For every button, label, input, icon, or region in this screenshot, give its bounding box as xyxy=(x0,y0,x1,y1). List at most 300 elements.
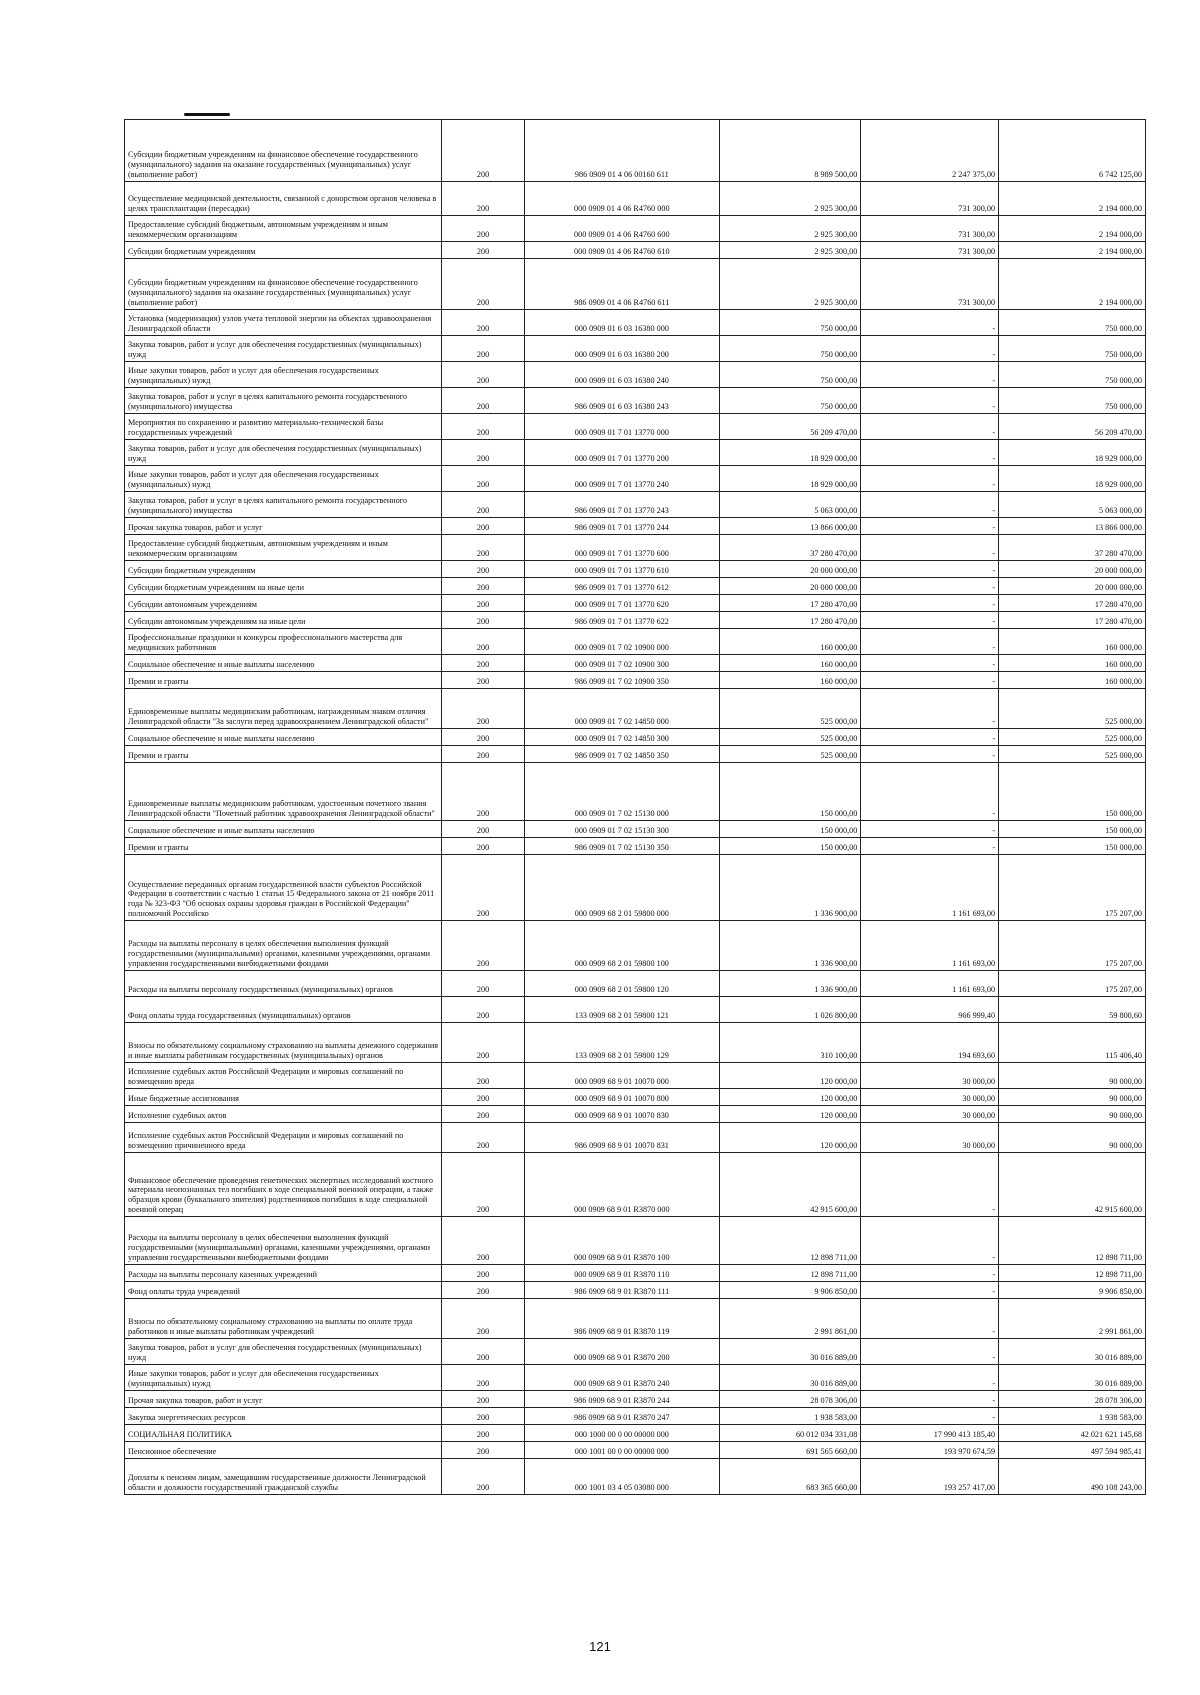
row-name: Закупка товаров, работ и услуг для обеспечения государственных (муниципальных) нужд xyxy=(125,440,442,466)
row-line-code: 200 xyxy=(442,388,525,414)
row-line-code: 200 xyxy=(442,729,525,746)
row-budget-code: 000 0909 01 7 02 10900 300 xyxy=(525,655,719,672)
row-name: Взносы по обязательному социальному страхованию на выплаты по оплате труда работников и иные выплаты работникам учреждений xyxy=(125,1299,442,1339)
table-row xyxy=(125,388,1146,414)
row-remaining-amount: 150 000,00 xyxy=(999,763,1146,821)
row-approved-amount: 1 336 900,00 xyxy=(719,971,861,997)
scan-mark xyxy=(184,113,230,116)
row-name: Прочая закупка товаров, работ и услуг xyxy=(125,1391,442,1408)
row-line-code: 200 xyxy=(442,120,525,182)
row-executed-amount: - xyxy=(861,561,999,578)
row-approved-amount: 20 000 000,00 xyxy=(719,578,861,595)
row-remaining-amount: 17 280 470,00 xyxy=(999,595,1146,612)
row-approved-amount: 160 000,00 xyxy=(719,629,861,655)
row-name: Субсидии бюджетным учреждениям на иные цели xyxy=(125,578,442,595)
row-approved-amount: 8 989 500,00 xyxy=(719,120,861,182)
row-line-code: 200 xyxy=(442,535,525,561)
row-executed-amount: - xyxy=(861,414,999,440)
table-row xyxy=(125,655,1146,672)
row-approved-amount: 18 929 000,00 xyxy=(719,466,861,492)
table-row xyxy=(125,182,1146,216)
row-line-code: 200 xyxy=(442,1023,525,1063)
row-executed-amount: 1 161 693,00 xyxy=(861,971,999,997)
row-executed-amount: - xyxy=(861,1265,999,1282)
row-budget-code: 986 0909 01 7 02 10900 350 xyxy=(525,672,719,689)
row-approved-amount: 150 000,00 xyxy=(719,821,861,838)
row-executed-amount: 30 000,00 xyxy=(861,1063,999,1089)
row-budget-code: 986 0909 68 9 01 R3870 119 xyxy=(525,1299,719,1339)
row-executed-amount: 30 000,00 xyxy=(861,1106,999,1123)
row-executed-amount: - xyxy=(861,629,999,655)
row-approved-amount: 1 336 900,00 xyxy=(719,855,861,921)
row-approved-amount: 750 000,00 xyxy=(719,388,861,414)
row-budget-code: 000 0909 01 6 03 16380 240 xyxy=(525,362,719,388)
row-budget-code: 000 0909 68 9 01 R3870 240 xyxy=(525,1365,719,1391)
row-approved-amount: 525 000,00 xyxy=(719,746,861,763)
row-executed-amount: 1 161 693,00 xyxy=(861,855,999,921)
table-row xyxy=(125,1425,1146,1442)
row-approved-amount: 1 026 800,00 xyxy=(719,997,861,1023)
row-name: Предоставление субсидий бюджетным, автономным учреждениям и иным некоммерческим организациям xyxy=(125,535,442,561)
table-row xyxy=(125,1391,1146,1408)
row-line-code: 200 xyxy=(442,1123,525,1153)
row-name: Фонд оплаты труда государственных (муниципальных) органов xyxy=(125,997,442,1023)
row-name: Социальное обеспечение и иные выплаты населению xyxy=(125,821,442,838)
row-budget-code: 000 1000 00 0 00 00000 000 xyxy=(525,1425,719,1442)
row-name: Иные закупки товаров, работ и услуг для обеспечения государственных (муниципальных) нужд xyxy=(125,362,442,388)
row-line-code: 200 xyxy=(442,1339,525,1365)
table-row xyxy=(125,746,1146,763)
row-executed-amount: - xyxy=(861,388,999,414)
budget-table-body xyxy=(125,120,1146,1495)
row-executed-amount: - xyxy=(861,1282,999,1299)
table-row xyxy=(125,216,1146,242)
row-budget-code: 000 0909 01 7 02 14850 000 xyxy=(525,689,719,729)
row-line-code: 200 xyxy=(442,629,525,655)
table-row xyxy=(125,578,1146,595)
row-executed-amount: - xyxy=(861,310,999,336)
row-name: Субсидии бюджетным учреждениям на финансовое обеспечение государственного (муниципального) задания на оказание государственных (муниципальных) услуг (выполнение работ) xyxy=(125,259,442,310)
row-budget-code: 986 0909 01 7 01 13770 244 xyxy=(525,518,719,535)
table-row xyxy=(125,997,1146,1023)
row-name: Закупка энергетических ресурсов xyxy=(125,1408,442,1425)
row-remaining-amount: 525 000,00 xyxy=(999,746,1146,763)
row-approved-amount: 1 336 900,00 xyxy=(719,921,861,971)
row-approved-amount: 1 938 583,00 xyxy=(719,1408,861,1425)
row-budget-code: 000 0909 68 9 01 R3870 000 xyxy=(525,1153,719,1217)
row-remaining-amount: 525 000,00 xyxy=(999,689,1146,729)
row-name: Расходы на выплаты персоналу государственных (муниципальных) органов xyxy=(125,971,442,997)
row-name: Фонд оплаты труда учреждений xyxy=(125,1282,442,1299)
row-executed-amount: - xyxy=(861,1391,999,1408)
row-budget-code: 000 0909 68 9 01 R3870 100 xyxy=(525,1217,719,1265)
row-executed-amount: - xyxy=(861,440,999,466)
row-approved-amount: 691 565 660,00 xyxy=(719,1442,861,1459)
row-executed-amount: - xyxy=(861,689,999,729)
row-approved-amount: 150 000,00 xyxy=(719,838,861,855)
row-name: Доплаты к пенсиям лицам, замещавшим государственные должности Ленинградской области и должности государственной гражданской службы xyxy=(125,1459,442,1495)
row-approved-amount: 525 000,00 xyxy=(719,689,861,729)
row-executed-amount: - xyxy=(861,362,999,388)
row-approved-amount: 2 991 861,00 xyxy=(719,1299,861,1339)
row-budget-code: 000 0909 68 9 01 10070 000 xyxy=(525,1063,719,1089)
row-remaining-amount: 2 194 000,00 xyxy=(999,216,1146,242)
row-remaining-amount: 6 742 125,00 xyxy=(999,120,1146,182)
row-line-code: 200 xyxy=(442,216,525,242)
row-executed-amount: - xyxy=(861,518,999,535)
row-approved-amount: 60 012 034 331,08 xyxy=(719,1425,861,1442)
row-approved-amount: 120 000,00 xyxy=(719,1123,861,1153)
row-remaining-amount: 160 000,00 xyxy=(999,672,1146,689)
row-remaining-amount: 42 021 621 145,68 xyxy=(999,1425,1146,1442)
row-budget-code: 000 0909 01 4 06 R4760 600 xyxy=(525,216,719,242)
table-row xyxy=(125,821,1146,838)
row-approved-amount: 56 209 470,00 xyxy=(719,414,861,440)
row-executed-amount: 17 990 413 185,40 xyxy=(861,1425,999,1442)
row-budget-code: 000 0909 01 7 01 13770 000 xyxy=(525,414,719,440)
row-line-code: 200 xyxy=(442,440,525,466)
row-remaining-amount: 175 207,00 xyxy=(999,971,1146,997)
table-row xyxy=(125,1063,1146,1089)
row-budget-code: 000 1001 00 0 00 00000 000 xyxy=(525,1442,719,1459)
row-executed-amount: - xyxy=(861,492,999,518)
row-budget-code: 986 0909 68 9 01 R3870 244 xyxy=(525,1391,719,1408)
row-approved-amount: 160 000,00 xyxy=(719,655,861,672)
row-line-code: 200 xyxy=(442,612,525,629)
row-budget-code: 986 0909 01 4 06 00160 611 xyxy=(525,120,719,182)
row-remaining-amount: 30 016 889,00 xyxy=(999,1339,1146,1365)
table-row xyxy=(125,1365,1146,1391)
row-line-code: 200 xyxy=(442,838,525,855)
row-name: Иные закупки товаров, работ и услуг для обеспечения государственных (муниципальных) нужд xyxy=(125,1365,442,1391)
row-budget-code: 000 0909 01 7 01 13770 240 xyxy=(525,466,719,492)
row-line-code: 200 xyxy=(442,921,525,971)
table-row xyxy=(125,561,1146,578)
row-approved-amount: 120 000,00 xyxy=(719,1106,861,1123)
table-row xyxy=(125,1339,1146,1365)
row-remaining-amount: 2 194 000,00 xyxy=(999,242,1146,259)
row-name: Иные закупки товаров, работ и услуг для обеспечения государственных (муниципальных) нужд xyxy=(125,466,442,492)
row-approved-amount: 2 925 300,00 xyxy=(719,182,861,216)
table-row xyxy=(125,414,1146,440)
table-row xyxy=(125,763,1146,821)
table-row xyxy=(125,629,1146,655)
row-line-code: 200 xyxy=(442,466,525,492)
row-line-code: 200 xyxy=(442,763,525,821)
row-name: СОЦИАЛЬНАЯ ПОЛИТИКА xyxy=(125,1425,442,1442)
row-name: Расходы на выплаты персоналу в целях обеспечения выполнения функций государственными (муниципальными) органами, казенными учреждениями, органами управления государственными внебюджетными фондами xyxy=(125,921,442,971)
row-budget-code: 000 0909 68 2 01 59800 100 xyxy=(525,921,719,971)
row-budget-code: 986 0909 01 7 02 14850 350 xyxy=(525,746,719,763)
row-approved-amount: 310 100,00 xyxy=(719,1023,861,1063)
row-budget-code: 000 0909 01 7 01 13770 600 xyxy=(525,535,719,561)
row-approved-amount: 28 078 306,00 xyxy=(719,1391,861,1408)
row-name: Закупка товаров, работ и услуг для обеспечения государственных (муниципальных) нужд xyxy=(125,1339,442,1365)
row-line-code: 200 xyxy=(442,1153,525,1217)
row-name: Премии и гранты xyxy=(125,746,442,763)
table-row xyxy=(125,921,1146,971)
row-budget-code: 000 0909 01 7 01 13770 200 xyxy=(525,440,719,466)
row-remaining-amount: 17 280 470,00 xyxy=(999,612,1146,629)
row-budget-code: 000 0909 01 7 02 10900 000 xyxy=(525,629,719,655)
row-budget-code: 000 0909 01 7 01 13770 610 xyxy=(525,561,719,578)
row-line-code: 200 xyxy=(442,997,525,1023)
row-approved-amount: 750 000,00 xyxy=(719,362,861,388)
row-approved-amount: 525 000,00 xyxy=(719,729,861,746)
table-row xyxy=(125,855,1146,921)
row-line-code: 200 xyxy=(442,336,525,362)
row-budget-code: 000 0909 01 7 02 15130 300 xyxy=(525,821,719,838)
row-approved-amount: 37 280 470,00 xyxy=(719,535,861,561)
table-row xyxy=(125,1282,1146,1299)
row-line-code: 200 xyxy=(442,746,525,763)
row-remaining-amount: 2 194 000,00 xyxy=(999,182,1146,216)
row-line-code: 200 xyxy=(442,1299,525,1339)
table-row xyxy=(125,1153,1146,1217)
row-name: Субсидии автономным учреждениям на иные цели xyxy=(125,612,442,629)
row-remaining-amount: 2 991 861,00 xyxy=(999,1299,1146,1339)
table-row xyxy=(125,1408,1146,1425)
page-number: 121 xyxy=(589,1639,611,1654)
row-executed-amount: - xyxy=(861,595,999,612)
row-name: Взносы по обязательному социальному страхованию на выплаты денежного содержания и иные выплаты работникам государственных (муниципальных) органов xyxy=(125,1023,442,1063)
row-budget-code: 000 0909 01 7 02 15130 000 xyxy=(525,763,719,821)
row-budget-code: 000 0909 01 4 06 R4760 610 xyxy=(525,242,719,259)
row-budget-code: 000 0909 68 9 01 10070 800 xyxy=(525,1089,719,1106)
row-line-code: 200 xyxy=(442,821,525,838)
row-remaining-amount: 2 194 000,00 xyxy=(999,259,1146,310)
table-row xyxy=(125,971,1146,997)
table-row xyxy=(125,729,1146,746)
table-row xyxy=(125,689,1146,729)
row-name: Осуществление переданных органам государственной власти субъектов Российской Федерации в соответствии с частью 1 статьи 15 Федерального закона от 21 ноября 2011 года № 323-ФЗ "Об основах охраны здоровья граждан в Российской Федерации" полномочий Российско xyxy=(125,855,442,921)
row-budget-code: 986 0909 01 7 02 15130 350 xyxy=(525,838,719,855)
row-approved-amount: 5 063 000,00 xyxy=(719,492,861,518)
row-approved-amount: 750 000,00 xyxy=(719,310,861,336)
row-name: Исполнение судебных актов xyxy=(125,1106,442,1123)
row-remaining-amount: 115 406,40 xyxy=(999,1023,1146,1063)
row-name: Премии и гранты xyxy=(125,838,442,855)
row-remaining-amount: 5 063 000,00 xyxy=(999,492,1146,518)
row-executed-amount: 1 161 693,00 xyxy=(861,921,999,971)
row-remaining-amount: 160 000,00 xyxy=(999,629,1146,655)
row-executed-amount: - xyxy=(861,1365,999,1391)
row-budget-code: 133 0909 68 2 01 59800 129 xyxy=(525,1023,719,1063)
row-executed-amount: - xyxy=(861,729,999,746)
row-line-code: 200 xyxy=(442,362,525,388)
row-remaining-amount: 30 016 889,00 xyxy=(999,1365,1146,1391)
row-remaining-amount: 1 938 583,00 xyxy=(999,1408,1146,1425)
row-name: Социальное обеспечение и иные выплаты населению xyxy=(125,729,442,746)
row-remaining-amount: 56 209 470,00 xyxy=(999,414,1146,440)
row-budget-code: 986 0909 01 7 01 13770 243 xyxy=(525,492,719,518)
row-budget-code: 986 0909 01 7 01 13770 622 xyxy=(525,612,719,629)
row-line-code: 200 xyxy=(442,855,525,921)
table-row xyxy=(125,612,1146,629)
row-name: Прочая закупка товаров, работ и услуг xyxy=(125,518,442,535)
row-line-code: 200 xyxy=(442,1425,525,1442)
row-executed-amount: - xyxy=(861,578,999,595)
row-approved-amount: 12 898 711,00 xyxy=(719,1265,861,1282)
table-row xyxy=(125,440,1146,466)
row-budget-code: 000 0909 68 2 01 59800 000 xyxy=(525,855,719,921)
row-remaining-amount: 20 000 000,00 xyxy=(999,578,1146,595)
row-remaining-amount: 9 906 850,00 xyxy=(999,1282,1146,1299)
row-name: Финансовое обеспечение проведения генетических экспертных исследований костного материала неопознанных тел погибших в ходе специальной военной операции, а также образцов крови (буккального эпителия) родственников погибших в ходе специальной военной операц xyxy=(125,1153,442,1217)
row-remaining-amount: 90 000,00 xyxy=(999,1063,1146,1089)
row-approved-amount: 2 925 300,00 xyxy=(719,216,861,242)
row-name: Исполнение судебных актов Российской Федерации и мировых соглашений по возмещению вреда xyxy=(125,1063,442,1089)
row-executed-amount: - xyxy=(861,466,999,492)
row-line-code: 200 xyxy=(442,414,525,440)
row-name: Исполнение судебных актов Российской Федерации и мировых соглашений по возмещению причиненного вреда xyxy=(125,1123,442,1153)
table-row xyxy=(125,1217,1146,1265)
row-line-code: 200 xyxy=(442,1408,525,1425)
row-executed-amount: - xyxy=(861,672,999,689)
row-line-code: 200 xyxy=(442,672,525,689)
row-approved-amount: 9 906 850,00 xyxy=(719,1282,861,1299)
row-name: Закупка товаров, работ и услуг для обеспечения государственных (муниципальных) нужд xyxy=(125,336,442,362)
row-remaining-amount: 497 594 985,41 xyxy=(999,1442,1146,1459)
row-remaining-amount: 175 207,00 xyxy=(999,855,1146,921)
table-row xyxy=(125,336,1146,362)
table-row xyxy=(125,1023,1146,1063)
row-line-code: 200 xyxy=(442,595,525,612)
table-row xyxy=(125,518,1146,535)
row-executed-amount: 193 970 674,59 xyxy=(861,1442,999,1459)
row-budget-code: 986 0909 01 4 06 R4760 611 xyxy=(525,259,719,310)
row-executed-amount: - xyxy=(861,336,999,362)
row-line-code: 200 xyxy=(442,1265,525,1282)
row-approved-amount: 2 925 300,00 xyxy=(719,259,861,310)
table-row xyxy=(125,492,1146,518)
row-remaining-amount: 37 280 470,00 xyxy=(999,535,1146,561)
row-budget-code: 986 0909 01 7 01 13770 612 xyxy=(525,578,719,595)
row-name: Предоставление субсидий бюджетным, автономным учреждениям и иным некоммерческим организациям xyxy=(125,216,442,242)
table-row xyxy=(125,1123,1146,1153)
row-budget-code: 000 1001 03 4 05 03080 000 xyxy=(525,1459,719,1495)
table-row xyxy=(125,1299,1146,1339)
row-line-code: 200 xyxy=(442,242,525,259)
row-budget-code: 000 0909 68 9 01 R3870 110 xyxy=(525,1265,719,1282)
row-budget-code: 986 0909 68 9 01 10070 831 xyxy=(525,1123,719,1153)
row-executed-amount: 30 000,00 xyxy=(861,1123,999,1153)
row-approved-amount: 42 915 600,00 xyxy=(719,1153,861,1217)
row-approved-amount: 750 000,00 xyxy=(719,336,861,362)
table-row xyxy=(125,242,1146,259)
table-row xyxy=(125,1265,1146,1282)
budget-table xyxy=(124,119,1146,1495)
row-line-code: 200 xyxy=(442,1089,525,1106)
row-executed-amount: 731 300,00 xyxy=(861,216,999,242)
row-line-code: 200 xyxy=(442,1106,525,1123)
row-line-code: 200 xyxy=(442,1391,525,1408)
table-row xyxy=(125,310,1146,336)
row-approved-amount: 160 000,00 xyxy=(719,672,861,689)
row-executed-amount: - xyxy=(861,1339,999,1365)
row-remaining-amount: 175 207,00 xyxy=(999,921,1146,971)
row-remaining-amount: 12 898 711,00 xyxy=(999,1217,1146,1265)
row-executed-amount: - xyxy=(861,763,999,821)
row-remaining-amount: 750 000,00 xyxy=(999,362,1146,388)
row-name: Пенсионное обеспечение xyxy=(125,1442,442,1459)
row-executed-amount: - xyxy=(861,612,999,629)
row-remaining-amount: 20 000 000,00 xyxy=(999,561,1146,578)
row-line-code: 200 xyxy=(442,518,525,535)
row-approved-amount: 683 365 660,00 xyxy=(719,1459,861,1495)
row-approved-amount: 13 866 000,00 xyxy=(719,518,861,535)
row-remaining-amount: 490 108 243,00 xyxy=(999,1459,1146,1495)
row-executed-amount: 731 300,00 xyxy=(861,242,999,259)
table-row xyxy=(125,595,1146,612)
row-approved-amount: 17 280 470,00 xyxy=(719,595,861,612)
table-row xyxy=(125,838,1146,855)
table-row xyxy=(125,120,1146,182)
row-name: Единовременные выплаты медицинским работникам, удостоенным почетного звания Ленинградской области "Почетный работник здравоохранения Ленинградской области" xyxy=(125,763,442,821)
row-executed-amount: - xyxy=(861,1153,999,1217)
row-remaining-amount: 28 078 306,00 xyxy=(999,1391,1146,1408)
row-line-code: 200 xyxy=(442,1442,525,1459)
row-remaining-amount: 13 866 000,00 xyxy=(999,518,1146,535)
row-executed-amount: - xyxy=(861,1217,999,1265)
row-name: Социальное обеспечение и иные выплаты населению xyxy=(125,655,442,672)
row-name: Субсидии бюджетным учреждениям xyxy=(125,561,442,578)
row-executed-amount: 731 300,00 xyxy=(861,182,999,216)
row-approved-amount: 120 000,00 xyxy=(719,1089,861,1106)
row-remaining-amount: 750 000,00 xyxy=(999,336,1146,362)
row-name: Расходы на выплаты персоналу казенных учреждений xyxy=(125,1265,442,1282)
row-name: Субсидии автономным учреждениям xyxy=(125,595,442,612)
row-budget-code: 000 0909 01 4 06 R4760 000 xyxy=(525,182,719,216)
row-line-code: 200 xyxy=(442,1365,525,1391)
table-row xyxy=(125,1089,1146,1106)
row-remaining-amount: 12 898 711,00 xyxy=(999,1265,1146,1282)
table-row xyxy=(125,1442,1146,1459)
row-approved-amount: 30 016 889,00 xyxy=(719,1365,861,1391)
row-line-code: 200 xyxy=(442,971,525,997)
row-remaining-amount: 42 915 600,00 xyxy=(999,1153,1146,1217)
row-remaining-amount: 90 000,00 xyxy=(999,1089,1146,1106)
row-budget-code: 000 0909 68 2 01 59800 120 xyxy=(525,971,719,997)
table-row xyxy=(125,466,1146,492)
table-row xyxy=(125,259,1146,310)
row-remaining-amount: 18 929 000,00 xyxy=(999,466,1146,492)
row-approved-amount: 120 000,00 xyxy=(719,1063,861,1089)
row-remaining-amount: 160 000,00 xyxy=(999,655,1146,672)
row-line-code: 200 xyxy=(442,578,525,595)
row-name: Единовременные выплаты медицинским работникам, награжденным знаком отличия Ленинградской области "За заслуги перед здравоохранением Ленинградской области" xyxy=(125,689,442,729)
row-remaining-amount: 90 000,00 xyxy=(999,1106,1146,1123)
row-executed-amount: 731 300,00 xyxy=(861,259,999,310)
row-budget-code: 000 0909 68 9 01 R3870 200 xyxy=(525,1339,719,1365)
row-name: Премии и гранты xyxy=(125,672,442,689)
row-name: Мероприятия по сохранению и развитию материально-технической базы государственных учреждений xyxy=(125,414,442,440)
row-remaining-amount: 59 800,60 xyxy=(999,997,1146,1023)
row-name: Расходы на выплаты персоналу в целях обеспечения выполнения функций государственными (муниципальными) органами, казенными учреждениями, органами управления государственными внебюджетными фондами xyxy=(125,1217,442,1265)
row-executed-amount: - xyxy=(861,821,999,838)
row-remaining-amount: 18 929 000,00 xyxy=(999,440,1146,466)
row-executed-amount: - xyxy=(861,746,999,763)
row-budget-code: 000 0909 01 6 03 16380 200 xyxy=(525,336,719,362)
row-budget-code: 133 0909 68 2 01 59800 121 xyxy=(525,997,719,1023)
row-line-code: 200 xyxy=(442,310,525,336)
row-approved-amount: 150 000,00 xyxy=(719,763,861,821)
table-row xyxy=(125,1459,1146,1495)
row-budget-code: 986 0909 01 6 03 16380 243 xyxy=(525,388,719,414)
row-name: Субсидии бюджетным учреждениям на финансовое обеспечение государственного (муниципального) задания на оказание государственных (муниципальных) услуг (выполнение работ) xyxy=(125,120,442,182)
row-line-code: 200 xyxy=(442,259,525,310)
row-remaining-amount: 150 000,00 xyxy=(999,838,1146,855)
